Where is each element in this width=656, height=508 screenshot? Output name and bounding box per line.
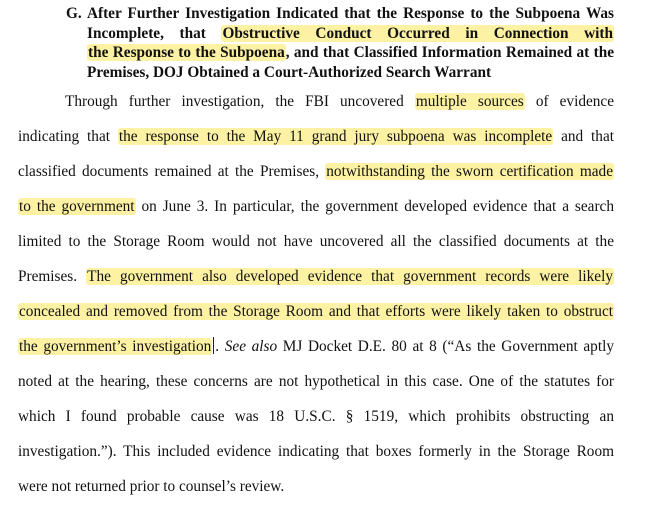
body-paragraph [18,88,614,508]
heading-label: G. [66,5,82,22]
paragraph-line [18,123,614,158]
highlight-efforts-to-obstruct[interactable]: concealed and removed from the Storage Room and that efforts were likely taken to obstruct [19,303,613,320]
paragraph-line [18,158,614,193]
citation-signal: See also [224,338,278,355]
paragraph-line [18,368,614,403]
highlight-governments-investigation[interactable]: the government’s investigation [19,338,212,355]
paragraph-line [18,263,614,298]
paragraph-line [18,438,614,473]
text-run: investigation.”). This included evidence indicating that boxes formerly in the Storage Room [18,443,614,460]
heading-line-1 [66,4,614,24]
highlight-records-concealed[interactable]: The government also developed evidence that government records were likely [87,268,613,285]
highlight-to-the-government[interactable]: to the government [19,198,135,215]
text-run: on June 3. In particular, the government developed evidence that a search [135,198,614,215]
highlight-multiple-sources[interactable]: multiple sources [415,93,524,110]
text-run: were not returned prior to counsel’s review. [18,478,285,495]
text-run: and that [553,128,614,145]
text-run: classified documents remained at the Premises, [18,163,326,180]
text-run: limited to the Storage Room would not have uncovered all the classified documents at the [18,233,614,250]
text-run: Through further investigation, the FBI uncovered [65,93,415,110]
paragraph-line [18,473,614,508]
paragraph-line [18,333,614,368]
heading-line-2 [66,24,614,44]
paragraph-line [18,403,614,438]
text-run: . [215,338,225,355]
text-run: MJ Docket D.E. 80 at 8 (“As the Government aptly [277,338,614,355]
paragraph-line [18,298,614,333]
text-run: Premises. [18,268,87,285]
section-heading [66,4,614,82]
heading-line-3 [66,43,614,63]
heading-text-3: , and that Classified Information Remained at the [285,44,615,61]
heading-line-4 [66,63,614,83]
paragraph-line [18,88,614,123]
text-run: of evidence [524,93,614,110]
highlight-response-incomplete[interactable]: the response to the May 11 grand jury subpoena was incomplete [118,128,553,145]
highlight-sworn-certification[interactable]: notwithstanding the sworn certification made [326,163,613,180]
highlight-response-to-subpoena[interactable]: the Response to the Subpoena [88,44,285,61]
highlight-obstructive-conduct[interactable]: Obstructive Conduct Occurred in Connection with [222,24,613,42]
text-run: which I found probable cause was 18 U.S.C. § 1519, which prohibits obstructing an [18,408,614,425]
paragraph-line [18,193,614,228]
text-run: noted at the hearing, these concerns are not hypothetical in this case. One of the statutes for [18,373,614,390]
paragraph-line [18,228,614,263]
heading-text-1: After Further Investigation Indicated that the Response to the Subpoena Was [86,5,614,22]
text-run: indicating that [18,128,118,145]
heading-text-2: Incomplete, that [87,24,222,42]
heading-text-4: Premises, DOJ Obtained a Court-Authorized Search Warrant [87,63,492,81]
